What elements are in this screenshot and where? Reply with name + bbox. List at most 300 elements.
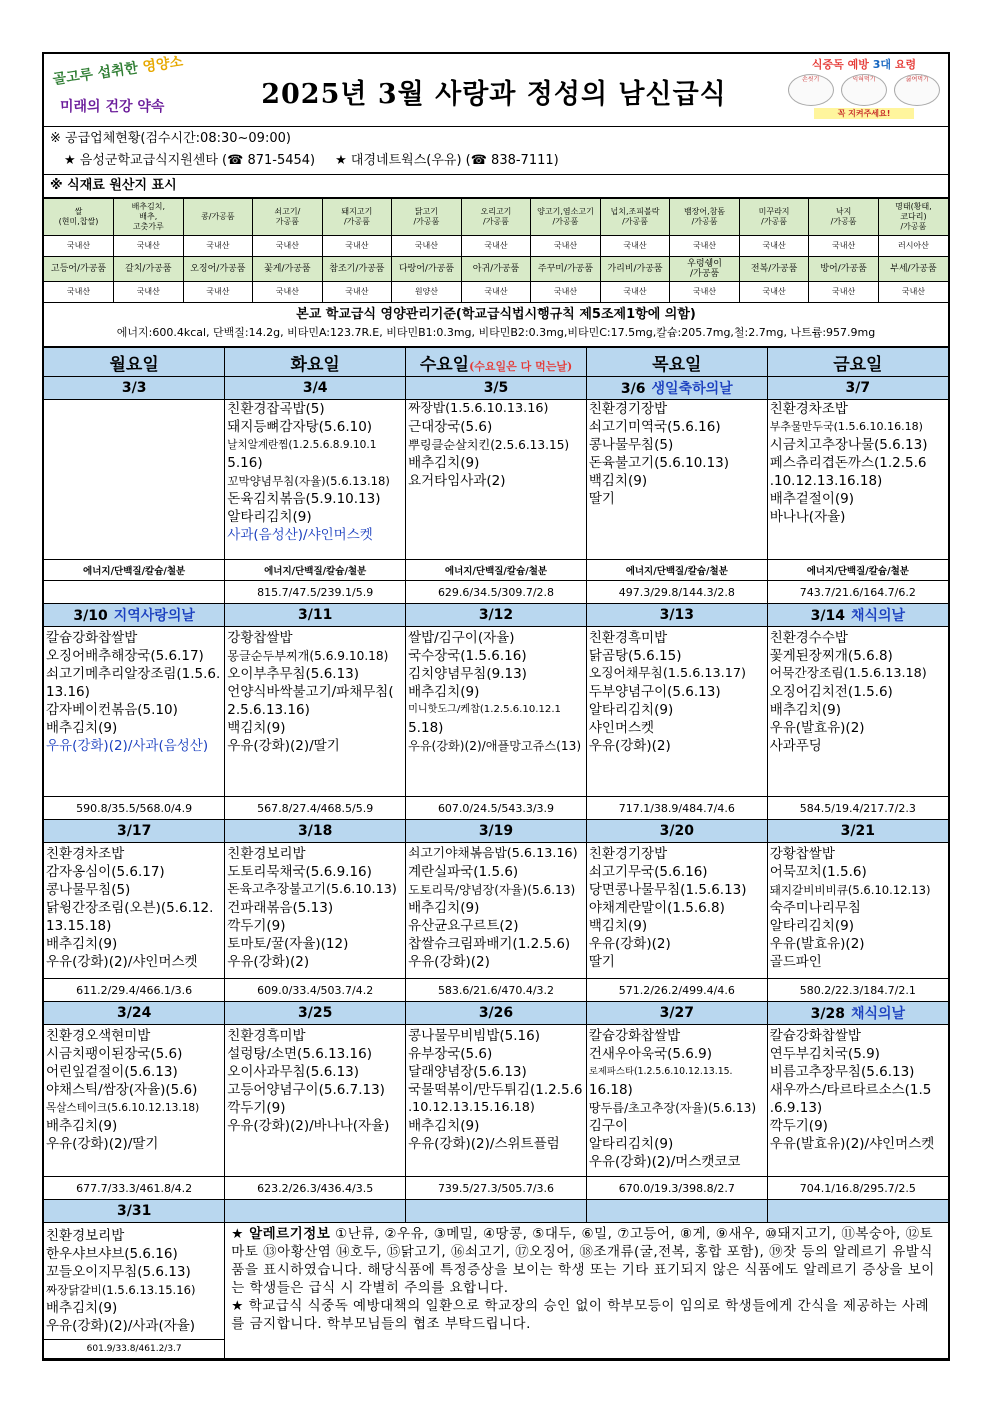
origin-item: 주꾸미/가공품 (531, 257, 601, 282)
menu-item: 우유(강화)(2) (588, 936, 671, 952)
menu-item: 건새우아욱국(5.6.9) (588, 1046, 713, 1062)
menu-item: 김구이 (588, 1118, 629, 1134)
menu-item: 돈육불고기(5.6.10.13) (588, 455, 730, 471)
menu-item: 사과(음성산)/샤인머스켓 (227, 527, 373, 543)
menu-item: 강황찹쌀밥 (227, 630, 293, 646)
menu-item: 사과푸딩 (769, 738, 822, 754)
menu-cell (225, 843, 406, 979)
weekday-header-row (44, 348, 948, 377)
menu-item: 감자옹심이(5.6.17) (46, 864, 165, 880)
origin-item: 부세/가공품 (878, 257, 948, 282)
menu-item: 우유(강화)(2)/딸기 (46, 1136, 159, 1152)
standard-title: 본교 학교급식 영양관리기준(학교급식법시행규칙 제5조제1항에 의함) (296, 307, 696, 322)
menu-item: 친환경흑미밥 (588, 630, 668, 646)
origin-item: 방어/가공품 (809, 257, 879, 282)
menu-item: 우유(강화)(2)/사과(자율) (46, 1318, 196, 1334)
date-cell: 3/14 채식의날 (767, 604, 948, 627)
menu-item: 오이부추무침(5.6.13) (227, 666, 360, 682)
menu-item: 우유(발효유)(2) (769, 720, 865, 736)
menu-item: 미니핫도그/케찹(1.2.5.6.10.12.1 (408, 704, 561, 715)
date-cell: 3/11 (225, 604, 406, 627)
menu-item: 배추김치(9) (408, 455, 480, 471)
menu-item: 알타리김치(9) (588, 1136, 674, 1152)
origin-item: 미꾸라지 /가공품 (739, 199, 809, 236)
origin-item: 오징어/가공품 (183, 257, 253, 282)
menu-item: 배추김치(9) (46, 720, 118, 736)
allergy-list: ★ 알레르기정보 ①난류, ②우유, ③메밀, ④땅콩, ⑤대두, ⑥밀, ⑦고등어, ⑧게, ⑨새우, ⑩돼지고기, ⑪복숭아, ⑫토마토 ⑬아황산염 ⑭호두, ⑮닭고기, ⑯쇠고기, ⑰오징어, ⑱조개류(굴,전복, 홍합 포함), ⑲잣 등의 알레르기 유발식품을 표시하였습니다. 해당식품에 특정증상을 보이는 학생 또는 기타 표기되지 않은 식품에도 알레르기 증상을 보이는 학생들은 급식 시 각별히 주의를 요합니다. (231, 1226, 935, 1296)
origin-item: 가리비/가공품 (600, 257, 670, 282)
origin-row (44, 236, 948, 257)
origin-item: 아귀/가공품 (461, 257, 531, 282)
origin-item: 꽃게/가공품 (253, 257, 323, 282)
menu-item: 어묵꼬치(1.5.6) (769, 864, 867, 880)
menu-item: 짜장밥(1.5.6.10.13.16) (408, 401, 549, 416)
menu-item: 시금치고추장나물(5.6.13) (769, 437, 928, 453)
menu-item: 2.5.6.13.16) (227, 702, 310, 718)
nutrition-value: 623.2/26.3/436.4/3.5 (225, 1177, 406, 1200)
nutrition-value: 590.8/35.5/568.0/4.9 (44, 797, 225, 820)
menu-cell (225, 1025, 406, 1177)
menu-item: 국물떡볶이/만두튀김(1.2.5.6 (408, 1082, 583, 1098)
menu-item: 친환경오색현미밥 (46, 1028, 151, 1044)
page-title: 2025년 3월 사랑과 정성의 남신급식 (261, 79, 727, 110)
menu-item: 쇠고기메추리알장조림(1.5.6. (46, 666, 221, 682)
supplier-heading: ※ 공급업체현황(검수시간:08:30~09:00) (50, 131, 291, 146)
menu-item: 김치양념무침(9.13) (408, 666, 527, 682)
origin-value: 국내산 (809, 282, 879, 303)
menu-item: 우유(강화)(2)/바나나(자율) (227, 1118, 390, 1134)
date-cell: 3/12 (406, 604, 587, 627)
weekday-4: 금요일 (767, 348, 948, 377)
origin-value: 국내산 (739, 236, 809, 257)
nutrition-value: 601.9/33.8/461.2/3.7 (44, 1339, 224, 1358)
menu-item: 배추겉절이(9) (769, 491, 855, 507)
origin-item: 갈치/가공품 (114, 257, 184, 282)
menu-item: 유부장국(5.6) (408, 1046, 493, 1062)
nutrition-value: 607.0/24.5/543.3/3.9 (406, 797, 587, 820)
origin-value: 국내산 (322, 236, 392, 257)
menu-item: 친환경보리밥 (46, 1228, 125, 1244)
menu-cell (225, 400, 406, 560)
menu-item: 쇠고기무국(5.6.16) (588, 864, 708, 880)
date-row (44, 820, 948, 843)
menu-cell (225, 627, 406, 797)
menu-item: 돈육고추장불고기(5.6.10.13) (227, 882, 397, 897)
menu-item: 근대장국(5.6) (408, 419, 493, 435)
menu-item: 뿌링클순살치킨(2.5.6.13.15) (408, 438, 570, 452)
menu-item: 감자베이컨볶음(5.10) (46, 702, 178, 718)
menu-item: 딸기 (588, 954, 615, 970)
menu-cell (406, 843, 587, 979)
menu-item: 배추김치(9) (46, 1118, 118, 1134)
menu-item: .6.9.13) (769, 1100, 823, 1116)
menu-item: 쌀밥/김구이(자율) (408, 630, 515, 646)
origin-value: 국내산 (531, 282, 601, 303)
date-cell: 3/18 (225, 820, 406, 843)
menu-cell (406, 627, 587, 797)
nutrition-value: 611.2/29.4/466.1/3.6 (44, 979, 225, 1002)
menu-item: 칼슘강화찹쌀밥 (769, 1028, 861, 1044)
empty-date-cell (767, 1200, 948, 1223)
menu-item: 알타리김치(9) (588, 702, 674, 718)
allergy-info (225, 1223, 948, 1359)
origin-value: 국내산 (44, 236, 114, 257)
origin-item: 참조기/가공품 (322, 257, 392, 282)
menu-item: 새우까스/타르타르소스(1.5 (769, 1082, 932, 1098)
weekday-2: 수요일(수요일은 다 먹는날) (406, 348, 587, 377)
origin-item: 콩/가공품 (183, 199, 253, 236)
origin-row (44, 282, 948, 303)
menu-row (44, 1025, 948, 1177)
menu-item: 연두부김치국(5.9) (769, 1046, 880, 1062)
menu-item: 칼슘강화찹쌀밥 (46, 630, 138, 646)
menu-item: 샤인머스켓 (588, 720, 655, 736)
menu-item: .10.12.13.16.18) (769, 473, 883, 489)
menu-item: 도토리묵채국(5.6.9.16) (227, 864, 372, 880)
date-cell: 3/6 생일축하의날 (586, 377, 767, 400)
menu-item: 콩나물무침(5) (588, 437, 674, 453)
origin-item: 닭고기 /가공품 (392, 199, 462, 236)
origin-value: 국내산 (739, 282, 809, 303)
menu-item: 몽글순두부찌개(5.6.9.10.18) (227, 649, 389, 663)
menu-item: 닭곰탕(5.6.15) (588, 648, 682, 664)
menu-item: 오징어채무침(1.5.6.13.17) (588, 666, 746, 681)
menu-item: 배추김치(9) (408, 900, 480, 916)
origin-item: 고등어/가공품 (44, 257, 114, 282)
menu-item: 페스츄리겹돈까스(1.2.5.6 (769, 455, 927, 471)
menu-item: 닭윙간장조림(오븐)(5.6.12. (46, 900, 214, 916)
date-cell: 3/3 (44, 377, 225, 400)
menu-item: 바나나(자율) (769, 509, 846, 525)
origin-heading: ※ 식재료 원산지 표시 (44, 175, 948, 198)
menu-item: 목살스테이크(5.6.10.12.13.18) (46, 1102, 200, 1114)
origin-value: 국내산 (670, 282, 740, 303)
event-label: 채식의날 (850, 1006, 906, 1022)
menu-item: 콩나물무침(5) (46, 882, 131, 898)
origin-item: 돼지고기 /가공품 (322, 199, 392, 236)
menu-cell (44, 1025, 225, 1177)
supplier-1: ★ 음성군학교급식지원센타 (☎ 871-5454) (64, 153, 316, 168)
nutrition-value: 717.1/38.9/484.7/4.6 (586, 797, 767, 820)
menu-item: 야채계란말이(1.5.6.8) (588, 900, 725, 916)
date-row (44, 377, 948, 400)
menu-item: 꼬막양념무침(자율)(5.6.13.18) (227, 474, 390, 488)
menu-item: 13.16) (46, 684, 90, 700)
menu-item: 당면콩나물무침(1.5.6.13) (588, 882, 747, 898)
food-safety-title: 식중독 예방 3대 요령 (811, 58, 917, 71)
nutrition-row (44, 1177, 948, 1200)
menu-item: 오징어배추해장국(5.6.17) (46, 648, 204, 664)
event-label: 채식의날 (850, 608, 906, 624)
menu-item: 우유(발효유)(2) (769, 936, 865, 952)
origin-value: 원양산 (392, 282, 462, 303)
menu-item: 친환경흑미밥 (227, 1028, 306, 1044)
nutrition-value: 629.6/34.5/309.7/2.8 (406, 581, 587, 604)
date-cell: 3/26 (406, 1002, 587, 1025)
origin-row (44, 257, 948, 282)
origin-value: 러시아산 (878, 236, 948, 257)
date-cell: 3/21 (767, 820, 948, 843)
date-cell: 3/19 (406, 820, 587, 843)
event-label: 지역사랑의날 (113, 608, 195, 624)
origin-value: 국내산 (114, 282, 184, 303)
date-cell: 3/31 (44, 1200, 225, 1223)
menu-item: 오이사과무침(5.6.13) (227, 1064, 360, 1080)
menu-item: 땅두릅/초고추장(자율)(5.6.13) (588, 1101, 757, 1115)
snack-notice: ★ 학교급식 식중독 예방대책의 일환으로 학교장의 승인 없이 학부모등이 임의로 학생들에게 간식을 제공하는 사례를 금지합니다. 학부모님들의 협조 부탁드립니다. (231, 1298, 930, 1332)
date-cell: 3/17 (44, 820, 225, 843)
menu-item: 계란실파국(1.5.6) (408, 864, 519, 880)
menu-item: 건파래볶음(5.13) (227, 900, 334, 916)
menu-item: 찹쌀슈크림꽈배기(1.2.5.6) (408, 936, 571, 952)
menu-item: 우유(강화)(2) (227, 954, 310, 970)
menu-item: 친환경차조밥 (46, 846, 125, 862)
nutrition-label-row (44, 560, 948, 581)
origin-value: 국내산 (253, 236, 323, 257)
menu-item: 깍두기(9) (227, 918, 286, 934)
origin-item: 배추김치, 배추, 고춧가루 (114, 199, 184, 236)
menu-item: 친환경잡곡밥(5) (227, 401, 325, 417)
menu-cell (586, 843, 767, 979)
menu-item: 강황찹쌀밥 (769, 846, 835, 862)
empty-date-cell (406, 1200, 587, 1223)
origin-item: 넙치,조피볼락 /가공품 (600, 199, 670, 236)
menu-item: 친환경기장밥 (588, 846, 668, 862)
date-cell: 3/27 (586, 1002, 767, 1025)
origin-item: 양고기,염소고기 /가공품 (531, 199, 601, 236)
food-safety-badge (784, 56, 944, 122)
origin-item: 우렁쉥이 /가공품 (670, 257, 740, 282)
date-cell: 3/24 (44, 1002, 225, 1025)
menu-item: 우유(강화)(2)/애플망고쥬스(13) (408, 739, 582, 753)
menu-cell (44, 400, 225, 560)
header (44, 54, 948, 127)
menu-item: 쇠고기야채볶음밥(5.6.13.16) (408, 846, 578, 861)
menu-item: 숙주미나리무침 (769, 900, 861, 916)
menu-cell (586, 400, 767, 560)
menu-item: 16.18) (588, 1082, 633, 1098)
menu-cell (406, 400, 587, 560)
menu-item: 우유(강화)(2)/스위트플럼 (408, 1136, 560, 1152)
menu-item: 우유(강화)(2)/머스캣코코 (588, 1154, 741, 1170)
menu-item: 배추김치(9) (408, 684, 480, 700)
origin-value: 국내산 (670, 236, 740, 257)
menu-cell (44, 1223, 225, 1359)
menu-item: 오징어김치전(1.5.6) (769, 684, 893, 700)
nutrition-value (44, 581, 225, 604)
nutrition-standard (44, 303, 948, 347)
nutrition-value: 815.7/47.5/239.1/5.9 (225, 581, 406, 604)
nutrition-label: 에너지/단백질/칼슘/철분 (767, 560, 948, 581)
weekday-3: 목요일 (586, 348, 767, 377)
origin-value: 국내산 (531, 236, 601, 257)
wed-note: (수요일은 다 먹는날) (469, 359, 573, 373)
date-cell: 3/13 (586, 604, 767, 627)
nutrition-value: 739.5/27.3/505.7/3.6 (406, 1177, 587, 1200)
nutrition-value: 704.1/16.8/295.7/2.5 (767, 1177, 948, 1200)
menu-item: 쇠고기미역국(5.6.16) (588, 419, 721, 435)
nutrition-row (44, 797, 948, 820)
menu-row (44, 843, 948, 979)
origin-value: 국내산 (114, 236, 184, 257)
menu-item: 돈육김치볶음(5.9.10.13) (227, 491, 381, 507)
date-cell: 3/25 (225, 1002, 406, 1025)
slogan-line1: 골고루 섭취한 영양소 (51, 53, 185, 89)
allergy-heading: ★ 알레르기정보 (231, 1226, 331, 1242)
nutrition-value: 497.3/29.8/144.3/2.8 (586, 581, 767, 604)
nutrition-value: 584.5/19.4/217.7/2.3 (767, 797, 948, 820)
menu-item: 우유(강화)(2)/사과(음성산) (46, 738, 209, 754)
menu-item: 우유(강화)(2)/딸기 (227, 738, 340, 754)
standard-values: 에너지:600.4kcal, 단백질:14.2g, 비타민A:123.7R.E, 비타민B1:0.3mg, 비타민B2:0.3mg,비타민C:17.5mg,칼슘:205.7mg,철:2.7mg, 나트륨:957.9mg (116, 326, 876, 339)
menu-item: 배추김치(9) (46, 936, 118, 952)
menu-item: .10.12.13.15.16.18) (408, 1100, 535, 1115)
weekday-0: 월요일 (44, 348, 225, 377)
origin-item: 쇠고기/ 가공품 (253, 199, 323, 236)
menu-item: 설렁탕/소면(5.6.13.16) (227, 1046, 372, 1062)
nutrition-value: 677.7/33.3/461.8/4.2 (44, 1177, 225, 1200)
origin-item: 쌀 (현미,찹쌀) (44, 199, 114, 236)
menu-item: 배추김치(9) (769, 702, 841, 718)
menu-item: 달래양념장(5.6.13) (408, 1064, 527, 1080)
menu-cell (586, 627, 767, 797)
menu-item: 골드파인 (769, 954, 822, 970)
origin-value: 국내산 (322, 282, 392, 303)
menu-cell (767, 400, 948, 560)
menu-item: 비름고추장무침(5.6.13) (769, 1064, 915, 1080)
menu-item: 백김치(9) (227, 720, 286, 736)
slogan-line2: 미래의 건강 약속 (60, 99, 165, 115)
origin-item: 낙지 /가공품 (809, 199, 879, 236)
date-row (44, 604, 948, 627)
origin-table (44, 198, 948, 303)
menu-item: 요거타임사과(2) (408, 473, 506, 489)
menu-cell (406, 1025, 587, 1177)
nutrition-label: 에너지/단백질/칼슘/철분 (406, 560, 587, 581)
menu-item: 알타리김치(9) (769, 918, 855, 934)
menu-row (44, 400, 948, 560)
menu-item: 한우샤브샤브(5.6.16) (46, 1246, 178, 1262)
origin-item: 다랑어/가공품 (392, 257, 462, 282)
event-label: 생일축하의날 (651, 381, 733, 397)
empty-date-cell (586, 1200, 767, 1223)
menu-item: 유산균요구르트(2) (408, 918, 519, 934)
origin-value: 국내산 (461, 236, 531, 257)
origin-value: 국내산 (878, 282, 948, 303)
menu-item: 친환경보리밥 (227, 846, 306, 862)
nutrition-value: 567.8/27.4/468.5/5.9 (225, 797, 406, 820)
menu-cell (767, 1025, 948, 1177)
menu-cell (767, 627, 948, 797)
menu-cell (44, 627, 225, 797)
menu-item: 날치알계란찜(1.2.5.6.8.9.10.1 (227, 439, 377, 451)
menu-item: 로제파스타(1.2.5.6.10.12.13.15. (588, 1066, 733, 1077)
date-cell: 3/4 (225, 377, 406, 400)
menu-item: 고등어양념구이(5.6.7.13) (227, 1082, 385, 1098)
menu-cell (586, 1025, 767, 1177)
menu-item: 짜장닭갈비(1.5.6.13.15.16) (46, 1283, 196, 1297)
menu-item: 우유(강화)(2) (408, 954, 490, 970)
origin-value: 국내산 (600, 282, 670, 303)
menu-item: 친환경차조밥 (769, 401, 848, 417)
origin-item: 오리고기 /가공품 (461, 199, 531, 236)
origin-value: 국내산 (809, 236, 879, 257)
nutrition-label: 에너지/단백질/칼슘/철분 (586, 560, 767, 581)
menu-item: 꼬들오이지무침(5.6.13) (46, 1264, 191, 1280)
menu-cell (767, 843, 948, 979)
weekday-1: 화요일 (225, 348, 406, 377)
empty-date-cell (225, 1200, 406, 1223)
origin-value: 국내산 (600, 236, 670, 257)
menu-item: 국수장국(1.5.6.16) (408, 648, 527, 664)
date-cell: 3/20 (586, 820, 767, 843)
nutrition-value: 583.6/21.6/470.4/3.2 (406, 979, 587, 1002)
menu-cell (44, 843, 225, 979)
boil-water-icon: 끓여먹기 (894, 74, 940, 106)
menu-item: 5.18) (408, 720, 444, 736)
date-row (44, 1200, 948, 1223)
menu-item: 토마토/꿀(자율)(12) (227, 936, 349, 952)
nutrition-value: 609.0/33.4/503.7/4.2 (225, 979, 406, 1002)
origin-row (44, 199, 948, 236)
menu-table (44, 347, 948, 1359)
menu-item: 시금치팽이된장국(5.6) (46, 1046, 183, 1062)
nutrition-value: 580.2/22.3/184.7/2.1 (767, 979, 948, 1002)
menu-item: 꽃게된장찌개(5.6.8) (769, 648, 893, 664)
menu-item: 부추물만두국(1.5.6.10.16.18) (769, 420, 923, 433)
origin-item: 명태(황태, 코다리) /가공품 (878, 199, 948, 236)
menu-item: 5.16) (227, 455, 263, 471)
menu-item: 친환경기장밥 (588, 401, 668, 417)
nutrition-value: 571.2/26.2/499.4/4.6 (586, 979, 767, 1002)
hand-wash-icon: 손씻기 (788, 74, 834, 106)
origin-value: 국내산 (392, 236, 462, 257)
menu-item: 콩나물무비빔밥(5.16) (408, 1028, 540, 1044)
menu-item: 배추김치(9) (408, 1118, 480, 1134)
menu-item: 어린잎겉절이(5.6.13) (46, 1064, 178, 1080)
cook-food-icon: 익혀먹기 (841, 74, 887, 106)
food-safety-banner: 꼭 지켜주세요! (814, 108, 914, 119)
menu-item: 딸기 (588, 491, 615, 507)
origin-value: 국내산 (183, 282, 253, 303)
menu-item: 야채스틱/쌈장(자율)(5.6) (46, 1082, 198, 1098)
menu-item: 깍두기(9) (769, 1118, 828, 1134)
origin-value: 국내산 (44, 282, 114, 303)
menu-item: 도토리묵/양념장(자율)(5.6.13) (408, 883, 576, 897)
date-cell: 3/28 채식의날 (767, 1002, 948, 1025)
menu-page (42, 52, 950, 1361)
menu-item: 칼슘강화찹쌀밥 (588, 1028, 681, 1044)
nutrition-value: 743.7/21.6/164.7/6.2 (767, 581, 948, 604)
origin-value: 국내산 (253, 282, 323, 303)
menu-item: 백김치(9) (588, 918, 648, 934)
menu-item: 알타리김치(9) (227, 509, 312, 525)
menu-item: 우유(강화)(2) (588, 738, 671, 754)
slogan-logo (50, 53, 220, 120)
origin-value: 국내산 (461, 282, 531, 303)
menu-item: 13.15.18) (46, 918, 112, 934)
date-cell: 3/10 지역사랑의날 (44, 604, 225, 627)
date-row (44, 1002, 948, 1025)
date-cell: 3/5 (406, 377, 587, 400)
menu-item: 돼지갈비비비큐(5.6.10.12.13) (769, 883, 931, 897)
supplier-2: ★ 대경네트웍스(우유) (☎ 838-7111) (335, 153, 559, 168)
nutrition-row (44, 581, 948, 604)
menu-item: 백김치(9) (588, 473, 648, 489)
nutrition-row (44, 979, 948, 1002)
menu-item: 우유(발효유)(2)/샤인머스켓 (769, 1136, 935, 1152)
nutrition-label: 에너지/단백질/칼슘/철분 (44, 560, 225, 581)
